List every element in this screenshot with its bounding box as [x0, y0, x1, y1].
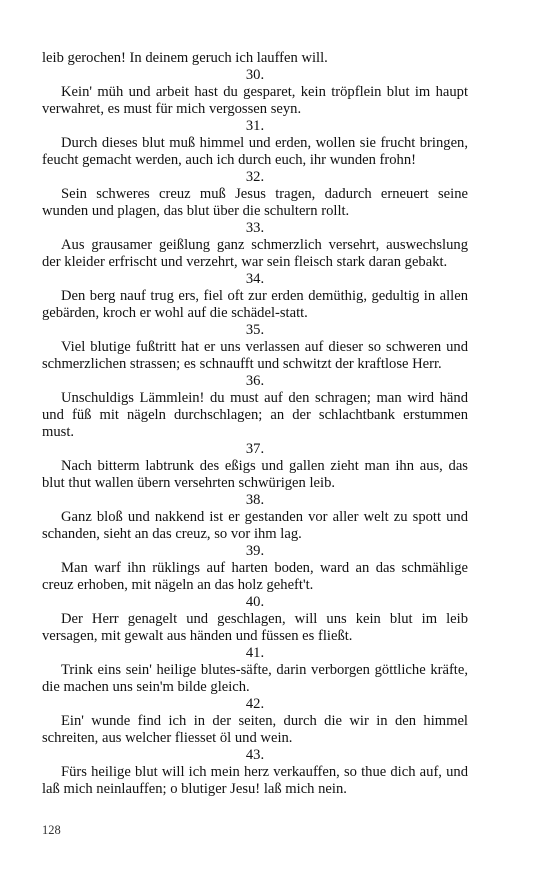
verse-text: Man warf ihn rüklings auf harten boden, ward an das schmählige creuz erhoben, mit nägeln an das holz geheft't.	[42, 560, 468, 593]
verse-38	[42, 492, 468, 543]
verse-number: 31.	[245, 118, 265, 134]
verse-30	[42, 67, 468, 118]
text-block	[42, 50, 468, 798]
verse-text: Unschuldigs Lämmlein! du must auf den schragen; man wird händ und füß mit nägeln durchschlagen; an der schlachtbank erstummen must.	[42, 390, 468, 440]
verse-number: 42.	[245, 696, 265, 712]
verse-34	[42, 271, 468, 322]
verse-number: 38.	[245, 492, 265, 508]
verse-number: 40.	[245, 594, 265, 610]
verse-text: Den berg nauf trug ers, fiel oft zur erden demüthig, gedultig in allen gebärden, kroch er wohl auf die schädel-statt.	[42, 288, 468, 321]
verse-text: Nach bitterm labtrunk des eßigs und gallen zieht man ihn aus, das blut thut wallen übern versehrten schwürigen leib.	[42, 458, 468, 491]
verse-31	[42, 118, 468, 169]
verse-number: 35.	[245, 322, 265, 338]
verse-40	[42, 594, 468, 645]
verse-text: Trink eins sein' heilige blutes-säfte, darin verborgen göttliche kräfte, die machen uns sein'm bilde gleich.	[42, 662, 468, 695]
verse-number: 34.	[245, 271, 265, 287]
verse-number: 32.	[245, 169, 265, 185]
continued-line: leib gerochen! In deinem geruch ich lauffen will.	[42, 50, 328, 66]
verse-35	[42, 322, 468, 373]
verse-number: 30.	[245, 67, 265, 83]
verse-text: Ganz bloß und nakkend ist er gestanden vor aller welt zu spott und schanden, sieht an das creuz, so vor ihm lag.	[42, 509, 468, 542]
page-number: 128	[42, 823, 61, 837]
verse-text: Sein schweres creuz muß Jesus tragen, dadurch erneuert seine wunden und plagen, das blut über die schultern rollt.	[42, 186, 468, 219]
verse-number: 43.	[245, 747, 265, 763]
verse-text: Der Herr genagelt und geschlagen, will uns kein blut im leib versagen, mit gewalt aus händen und füssen es fließt.	[42, 611, 468, 644]
verse-number: 37.	[245, 441, 265, 457]
verse-36	[42, 373, 468, 441]
verse-32	[42, 169, 468, 220]
verse-number: 33.	[245, 220, 265, 236]
verse-39	[42, 543, 468, 594]
verse-text: Durch dieses blut muß himmel und erden, wollen sie frucht bringen, feucht gemacht werden, auch ich durch euch, ihr wunden frohn!	[42, 135, 468, 168]
verse-text: Aus grausamer geißlung ganz schmerzlich versehrt, auswechslung der kleider erfrischt und verzehrt, war sein fleisch stark daran gebakt.	[42, 237, 468, 270]
verse-number: 41.	[245, 645, 265, 661]
verse-number: 39.	[245, 543, 265, 559]
verse-43	[42, 747, 468, 798]
verse-37	[42, 441, 468, 492]
verse-text: Viel blutige fußtritt hat er uns verlassen auf dieser so schweren und schmerzlichen strassen; es schnaufft und schwitzt der kraftlose Herr.	[42, 339, 468, 372]
verse-41	[42, 645, 468, 696]
verse-42	[42, 696, 468, 747]
verse-33	[42, 220, 468, 271]
verse-text: Kein' müh und arbeit hast du gesparet, kein tröpflein blut im haupt verwahret, es must für mich vergossen seyn.	[42, 84, 468, 117]
verse-text: Fürs heilige blut will ich mein herz verkauffen, so thue dich auf, und laß mich neinlauffen; o blutiger Jesu! laß mich nein.	[42, 764, 468, 797]
verse-number: 36.	[245, 373, 265, 389]
verse-text: Ein' wunde find ich in der seiten, durch die wir in den himmel schreiten, aus welcher fliesset öl und wein.	[42, 713, 468, 746]
